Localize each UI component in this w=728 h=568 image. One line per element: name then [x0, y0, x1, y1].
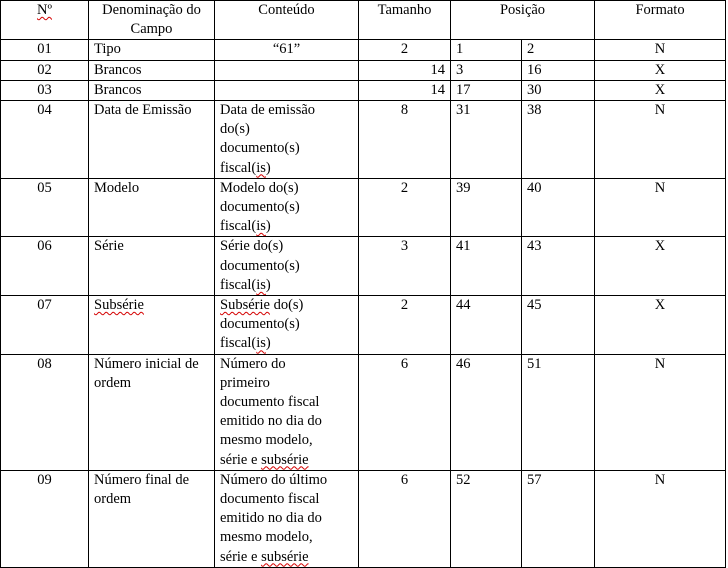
table-row	[1, 60, 726, 80]
header-no-text: Nº	[37, 2, 52, 18]
cell-tamanho: 14	[359, 60, 451, 80]
cell-formato: N	[595, 101, 726, 179]
table-row	[1, 178, 726, 237]
cell-formato: X	[595, 60, 726, 80]
cell-conteudo-flagged-word: Subsérie	[220, 297, 270, 314]
cell-formato: N	[595, 470, 726, 567]
cell-conteudo	[215, 237, 359, 296]
cell-conteudo-text: Modelo do(s) documento(s) fiscal(	[220, 179, 300, 235]
cell-conteudo-text: do(s) documento(s) fiscal(	[220, 297, 304, 352]
cell-formato: N	[595, 40, 726, 60]
cell-conteudo-text: Número do último documento fiscal emitido no dia do mesmo modelo, série e	[220, 471, 328, 565]
cell-pos-inicio: 46	[451, 354, 522, 470]
cell-formato: N	[595, 178, 726, 237]
cell-tamanho: 2	[359, 40, 451, 60]
cell-conteudo-flagged-word: subsérie	[261, 548, 309, 565]
cell-conteudo	[215, 178, 359, 237]
cell-no: 02	[1, 60, 89, 80]
table-row	[1, 237, 726, 296]
cell-pos-fim: 40	[522, 178, 595, 237]
table-row	[1, 296, 726, 355]
cell-formato: X	[595, 296, 726, 355]
cell-pos-inicio: 41	[451, 237, 522, 296]
table-row	[1, 101, 726, 179]
cell-tamanho: 3	[359, 237, 451, 296]
cell-conteudo	[215, 60, 359, 80]
cell-conteudo-text-end: )	[265, 159, 271, 176]
cell-conteudo-text: Série do(s) documento(s) fiscal(	[220, 238, 300, 293]
cell-denominacao: Tipo	[89, 40, 215, 60]
cell-pos-inicio: 44	[451, 296, 522, 355]
cell-denominacao: Data de Emissão	[89, 101, 215, 179]
cell-conteudo-flagged-word: is	[256, 335, 266, 352]
cell-tamanho: 6	[359, 470, 451, 567]
cell-pos-fim: 16	[522, 60, 595, 80]
table-row	[1, 40, 726, 60]
cell-formato: X	[595, 237, 726, 296]
cell-conteudo-flagged-word: is	[256, 159, 266, 176]
cell-no: 08	[1, 354, 89, 470]
cell-conteudo	[215, 80, 359, 100]
cell-pos-inicio: 52	[451, 470, 522, 567]
cell-denominacao: Número inicial de ordem	[89, 354, 215, 470]
header-tamanho: Tamanho	[359, 1, 451, 40]
cell-pos-fim: 30	[522, 80, 595, 100]
cell-denominacao	[89, 296, 215, 355]
cell-pos-fim: 43	[522, 237, 595, 296]
cell-denominacao: Brancos	[89, 60, 215, 80]
header-denominacao: Denominação do Campo	[89, 1, 215, 40]
cell-denominacao: Modelo	[89, 178, 215, 237]
cell-conteudo-text-end: )	[265, 276, 271, 293]
cell-conteudo-text: Data de emissão do(s) documento(s) fiscal(	[220, 102, 316, 176]
cell-denominacao: Série	[89, 237, 215, 296]
cell-formato: X	[595, 80, 726, 100]
cell-formato: N	[595, 354, 726, 470]
cell-tamanho: 2	[359, 296, 451, 355]
cell-pos-inicio: 31	[451, 101, 522, 179]
cell-conteudo-text-end: )	[265, 218, 271, 235]
cell-conteudo-flagged-word: is	[256, 276, 266, 293]
header-row	[1, 1, 726, 40]
cell-no: 05	[1, 178, 89, 237]
cell-no: 03	[1, 80, 89, 100]
cell-no: 09	[1, 470, 89, 567]
header-no	[1, 1, 89, 40]
cell-pos-inicio: 3	[451, 60, 522, 80]
cell-pos-fim: 2	[522, 40, 595, 60]
header-formato: Formato	[595, 1, 726, 40]
cell-tamanho: 2	[359, 178, 451, 237]
table-row	[1, 80, 726, 100]
cell-tamanho: 14	[359, 80, 451, 100]
cell-pos-inicio: 1	[451, 40, 522, 60]
cell-no: 01	[1, 40, 89, 60]
cell-conteudo-text-end: )	[265, 335, 271, 352]
header-conteudo: Conteúdo	[215, 1, 359, 40]
cell-conteudo-flagged-word: is	[256, 218, 266, 235]
cell-no: 04	[1, 101, 89, 179]
cell-conteudo-text: Número do primeiro documento fiscal emitido no dia do mesmo modelo, série e	[220, 355, 322, 468]
cell-denominacao-flagged-word: Subsérie	[94, 297, 144, 314]
cell-no: 06	[1, 237, 89, 296]
header-posicao: Posição	[451, 1, 595, 40]
cell-tamanho: 8	[359, 101, 451, 179]
cell-pos-inicio: 39	[451, 178, 522, 237]
table-row	[1, 470, 726, 567]
cell-tamanho: 6	[359, 354, 451, 470]
cell-denominacao: Brancos	[89, 80, 215, 100]
cell-conteudo	[215, 101, 359, 179]
table-row	[1, 354, 726, 470]
cell-denominacao: Número final de ordem	[89, 470, 215, 567]
cell-pos-fim: 57	[522, 470, 595, 567]
cell-pos-fim: 51	[522, 354, 595, 470]
cell-conteudo	[215, 470, 359, 567]
cell-conteudo: “61”	[215, 40, 359, 60]
cell-pos-fim: 38	[522, 101, 595, 179]
cell-conteudo-flagged-word: subsérie	[261, 451, 309, 468]
cell-conteudo	[215, 354, 359, 470]
cell-pos-fim: 45	[522, 296, 595, 355]
cell-conteudo	[215, 296, 359, 355]
cell-pos-inicio: 17	[451, 80, 522, 100]
cell-no: 07	[1, 296, 89, 355]
